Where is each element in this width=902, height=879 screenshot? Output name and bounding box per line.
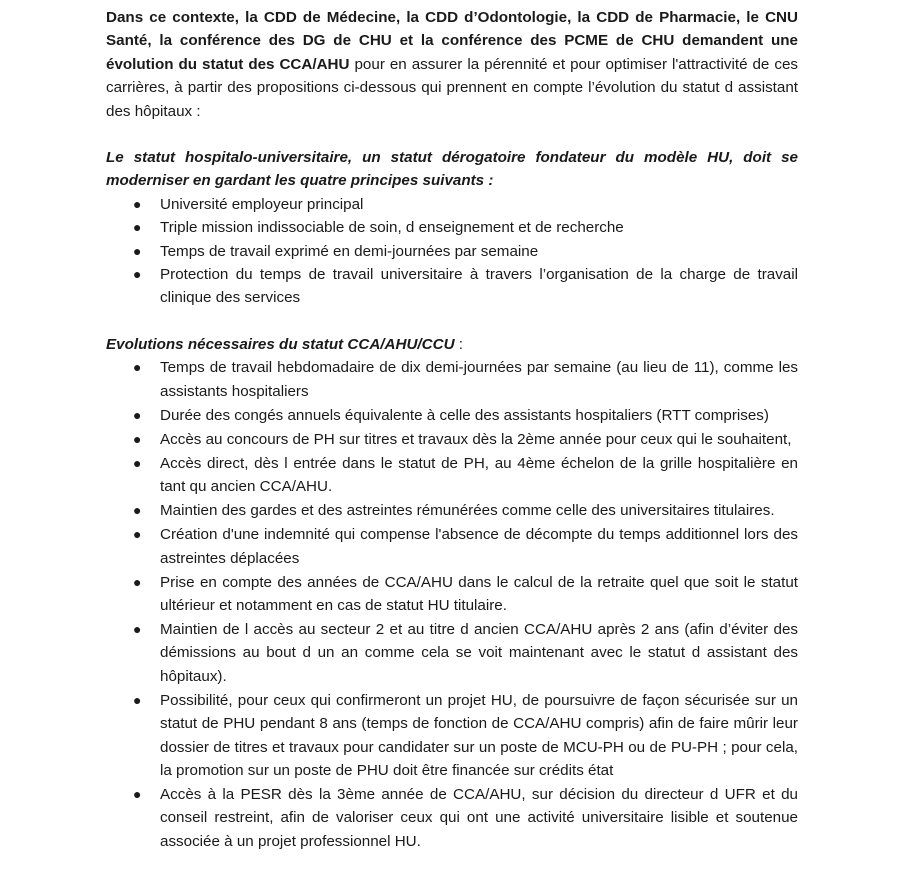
list-item-text: Protection du temps de travail universitaire à travers l’organisation de la charge de travail clinique des services: [160, 266, 798, 307]
bullet-dot-icon: ●: [133, 454, 142, 471]
list-item-text: Triple mission indissociable de soin, d enseignement et de recherche: [160, 219, 624, 237]
section2-evolutions-list: [106, 356, 798, 853]
list-item-text: Temps de travail exprimé en demi-journées par semaine: [160, 242, 539, 260]
list-item: [106, 523, 798, 570]
list-item: [106, 499, 798, 522]
section1-heading: Le statut hospitalo-universitaire, un statut dérogatoire fondateur du modèle HU, doit se moderniser en gardant les quatre principes suivants :: [106, 149, 798, 190]
bullet-dot-icon: ●: [133, 242, 142, 259]
document-page: [106, 6, 798, 854]
intro-regular-text: pour en assurer la pérennité et pour optimiser l'attractivité de ces carrières, à partir des propositions ci-dessous qui prennent en compte l’évolution du statut d assistant des hôpitaux :: [106, 55, 798, 120]
list-item: [106, 783, 798, 853]
list-item-text: Accès au concours de PH sur titres et travaux dès la 2ème année pour ceux qui le souhaitent,: [160, 430, 792, 448]
list-item: [106, 404, 798, 427]
paragraph-gap: [106, 310, 798, 333]
list-item: [106, 240, 798, 263]
list-item-text: Maintien de l accès au secteur 2 et au titre d ancien CCA/AHU après 2 ans (afin d’éviter des démissions au bout d un an comme cela se voit maintenant avec le statut d assistant des hôpitaux).: [160, 620, 798, 685]
list-item-text: Prise en compte des années de CCA/AHU dans le calcul de la retraite quel que soit le statut ultérieur et notamment en cas de statut HU titulaire.: [160, 573, 798, 614]
list-item: [106, 689, 798, 783]
bullet-dot-icon: ●: [133, 620, 142, 637]
bullet-dot-icon: ●: [133, 785, 142, 802]
list-item-text: Possibilité, pour ceux qui confirmeront un projet HU, de poursuivre de façon sécurisée sur un statut de PHU pendant 8 ans (temps de fonction de CCA/AHU compris) afin de faire mûrir leur dossier de titres et travaux pour candidater sur un poste de MCU-PH ou de PU-PH ; pour cela, la promotion sur un poste de PHU doit être financée sur crédits état: [160, 691, 798, 779]
list-item-text: Durée des congés annuels équivalente à celle des assistants hospitaliers (RTT comprises): [160, 406, 769, 424]
list-item: [106, 263, 798, 310]
list-item-text: Accès direct, dès l entrée dans le statut de PH, au 4ème échelon de la grille hospitalière en tant qu ancien CCA/AHU.: [160, 454, 798, 496]
bullet-dot-icon: ●: [133, 359, 142, 376]
list-item: [106, 216, 798, 239]
bullet-dot-icon: ●: [133, 526, 142, 543]
bullet-dot-icon: ●: [133, 195, 142, 212]
section2-heading: [106, 333, 798, 356]
bullet-dot-icon: ●: [133, 430, 142, 447]
list-item-text: Création d'une indemnité qui compense l'absence de décompte du temps additionnel lors des astreintes déplacées: [160, 526, 798, 567]
intro-paragraph: [106, 6, 798, 123]
list-item: [106, 428, 798, 451]
list-item: [106, 571, 798, 618]
bullet-dot-icon: ●: [133, 219, 142, 236]
list-item-text: Maintien des gardes et des astreintes rémunérées comme celle des universitaires titulaires.: [160, 502, 775, 520]
section1-principles-list: [106, 193, 798, 310]
section2-heading-text: Evolutions nécessaires du statut CCA/AHU/CCU: [106, 335, 455, 353]
intro-bold-text: Dans ce contexte, la CDD de Médecine, la CDD d’Odontologie, la CDD de Pharmacie, le CNU Santé, la conférence des DG de CHU et la conférence des PCME de CHU demandent une évolution du statut des CCA/AHU: [106, 9, 798, 73]
list-item: [106, 452, 798, 499]
bullet-dot-icon: ●: [133, 502, 142, 519]
list-item: [106, 193, 798, 216]
list-item-text: Accès à la PESR dès la 3ème année de CCA/AHU, sur décision du directeur d UFR et du conseil restreint, afin de valoriser ceux qui ont une activité universitaire lisible et soutenue associée à un projet professionnel HU.: [160, 785, 798, 850]
list-item-text: Université employeur principal: [160, 195, 364, 213]
list-item: [106, 618, 798, 688]
bullet-dot-icon: ●: [133, 406, 142, 423]
bullet-dot-icon: ●: [133, 691, 142, 708]
list-item-text: Temps de travail hebdomadaire de dix demi-journées par semaine (au lieu de 11), comme les assistants hospitaliers: [160, 359, 798, 400]
bullet-dot-icon: ●: [133, 266, 142, 283]
list-item: [106, 356, 798, 403]
paragraph-gap: [106, 123, 798, 146]
bullet-dot-icon: ●: [133, 573, 142, 590]
section2-heading-suffix: :: [454, 335, 463, 353]
